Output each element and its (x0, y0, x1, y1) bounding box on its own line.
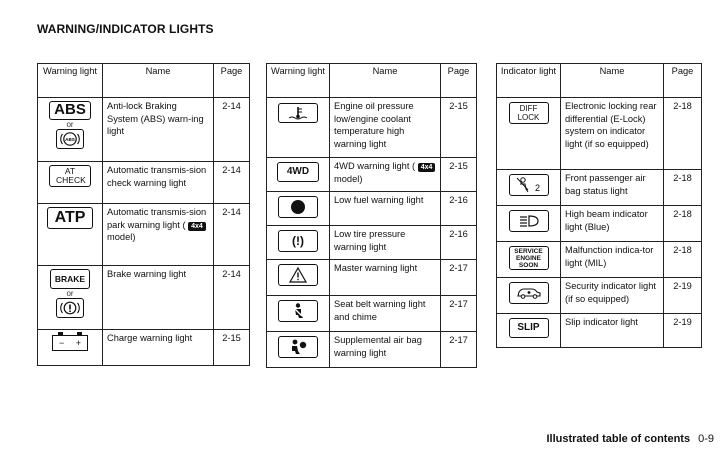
warning-lights-table-2 (266, 63, 477, 368)
column-header-indicator-light: Indicator light (497, 64, 561, 98)
table-row (267, 98, 477, 158)
footer-section-title: Illustrated table of contents (546, 433, 691, 445)
battery-icon: − + (52, 335, 88, 351)
row-page: 2-18 (664, 242, 702, 278)
abs-circle-icon (56, 129, 84, 149)
row-name: Master warning light (330, 260, 441, 296)
diff-lock-icon: DIFF LOCK (509, 102, 549, 124)
row-page: 2-15 (441, 98, 477, 158)
low-fuel-icon (278, 196, 318, 218)
row-page: 2-15 (214, 330, 250, 366)
high-beam-icon (509, 210, 549, 232)
coolant-temperature-icon (278, 103, 318, 123)
table-row (38, 98, 250, 162)
service-engine-soon-icon: SERVICE ENGINE SOON (509, 246, 549, 270)
at-check-icon: AT CHECK (49, 165, 91, 187)
4x4-badge-icon: 4x4 (418, 163, 436, 172)
table-row (38, 266, 250, 330)
table-row (38, 162, 250, 204)
row-page: 2-18 (664, 206, 702, 242)
4x4-badge-icon: 4x4 (188, 222, 206, 231)
row-name: Malfunction indica-tor light (MIL) (561, 242, 664, 278)
brake-text-icon: BRAKE (50, 269, 90, 289)
row-page: 2-18 (664, 170, 702, 206)
table-row (497, 242, 702, 278)
column-header-name: Name (561, 64, 664, 98)
warning-lights-table-1 (37, 63, 250, 366)
row-page: 2-18 (664, 98, 702, 170)
table-row (267, 332, 477, 368)
row-name: High beam indicator light (Blue) (561, 206, 664, 242)
passenger-airbag-icon (509, 174, 549, 196)
column-header-page: Page (214, 64, 250, 98)
column-header-warning-light: Warning light (38, 64, 103, 98)
row-name: 4WD warning light ( 4x4 model) (330, 158, 441, 192)
page-footer (546, 433, 714, 445)
row-name: Brake warning light (103, 266, 214, 330)
row-page: 2-17 (441, 296, 477, 332)
table-row (497, 278, 702, 314)
table-row (38, 204, 250, 266)
airbag-icon (278, 336, 318, 358)
row-name: Seat belt warning light and chime (330, 296, 441, 332)
table-row (497, 170, 702, 206)
or-label: or (66, 289, 74, 298)
row-name: Low tire pressure warning light (330, 226, 441, 260)
row-page: 2-17 (441, 332, 477, 368)
row-page: 2-15 (441, 158, 477, 192)
column-header-page: Page (441, 64, 477, 98)
table-row (267, 192, 477, 226)
row-name: Security indicator light (if so equipped) (561, 278, 664, 314)
row-name: Automatic transmis-sion check warning light (103, 162, 214, 204)
row-name: Charge warning light (103, 330, 214, 366)
column-header-name: Name (103, 64, 214, 98)
or-label: or (66, 120, 74, 129)
table-row (267, 260, 477, 296)
table-row (267, 226, 477, 260)
4wd-icon: 4WD (277, 162, 319, 182)
column-header-name: Name (330, 64, 441, 98)
row-name: Engine oil pressure low/engine coolant temperature high warning light (330, 98, 441, 158)
slip-icon: SLIP (509, 318, 549, 338)
brake-circle-icon (56, 298, 84, 318)
row-page: 2-14 (214, 162, 250, 204)
atp-icon: ATP (47, 207, 93, 229)
column-header-warning-light: Warning light (267, 64, 330, 98)
row-name: Supplemental air bag warning light (330, 332, 441, 368)
row-page: 2-19 (664, 314, 702, 348)
row-page: 2-16 (441, 226, 477, 260)
master-warning-icon (278, 264, 318, 286)
row-name: Low fuel warning light (330, 192, 441, 226)
table-row (38, 330, 250, 366)
svg-text:ABS: ABS (65, 137, 75, 142)
row-page: 2-19 (664, 278, 702, 314)
row-page: 2-14 (214, 98, 250, 162)
row-page: 2-14 (214, 266, 250, 330)
row-name: Electronic locking rear differential (E-Lock) system on indicator light (if so equipped) (561, 98, 664, 170)
footer-page-number: 0-9 (698, 433, 714, 445)
row-name: Automatic transmis-sion park warning light ( 4x4 model) (103, 204, 214, 266)
table-row (497, 314, 702, 348)
page-title: WARNING/INDICATOR LIGHTS (37, 22, 214, 36)
row-name: Anti-lock Braking System (ABS) warn-ing light (103, 98, 214, 162)
row-page: 2-16 (441, 192, 477, 226)
column-header-page: Page (664, 64, 702, 98)
indicator-lights-table (496, 63, 702, 348)
table-row (497, 206, 702, 242)
tire-pressure-icon: (!) (278, 230, 318, 252)
seat-belt-icon (278, 300, 318, 322)
abs-warning-icon: ABS (49, 101, 91, 120)
row-name: Front passenger air bag status light (561, 170, 664, 206)
table-row (267, 158, 477, 192)
table-row (267, 296, 477, 332)
row-page: 2-14 (214, 204, 250, 266)
row-page: 2-17 (441, 260, 477, 296)
row-name: Slip indicator light (561, 314, 664, 348)
svg-text:2: 2 (534, 183, 540, 193)
table-row (497, 98, 702, 170)
security-car-icon (509, 282, 549, 304)
